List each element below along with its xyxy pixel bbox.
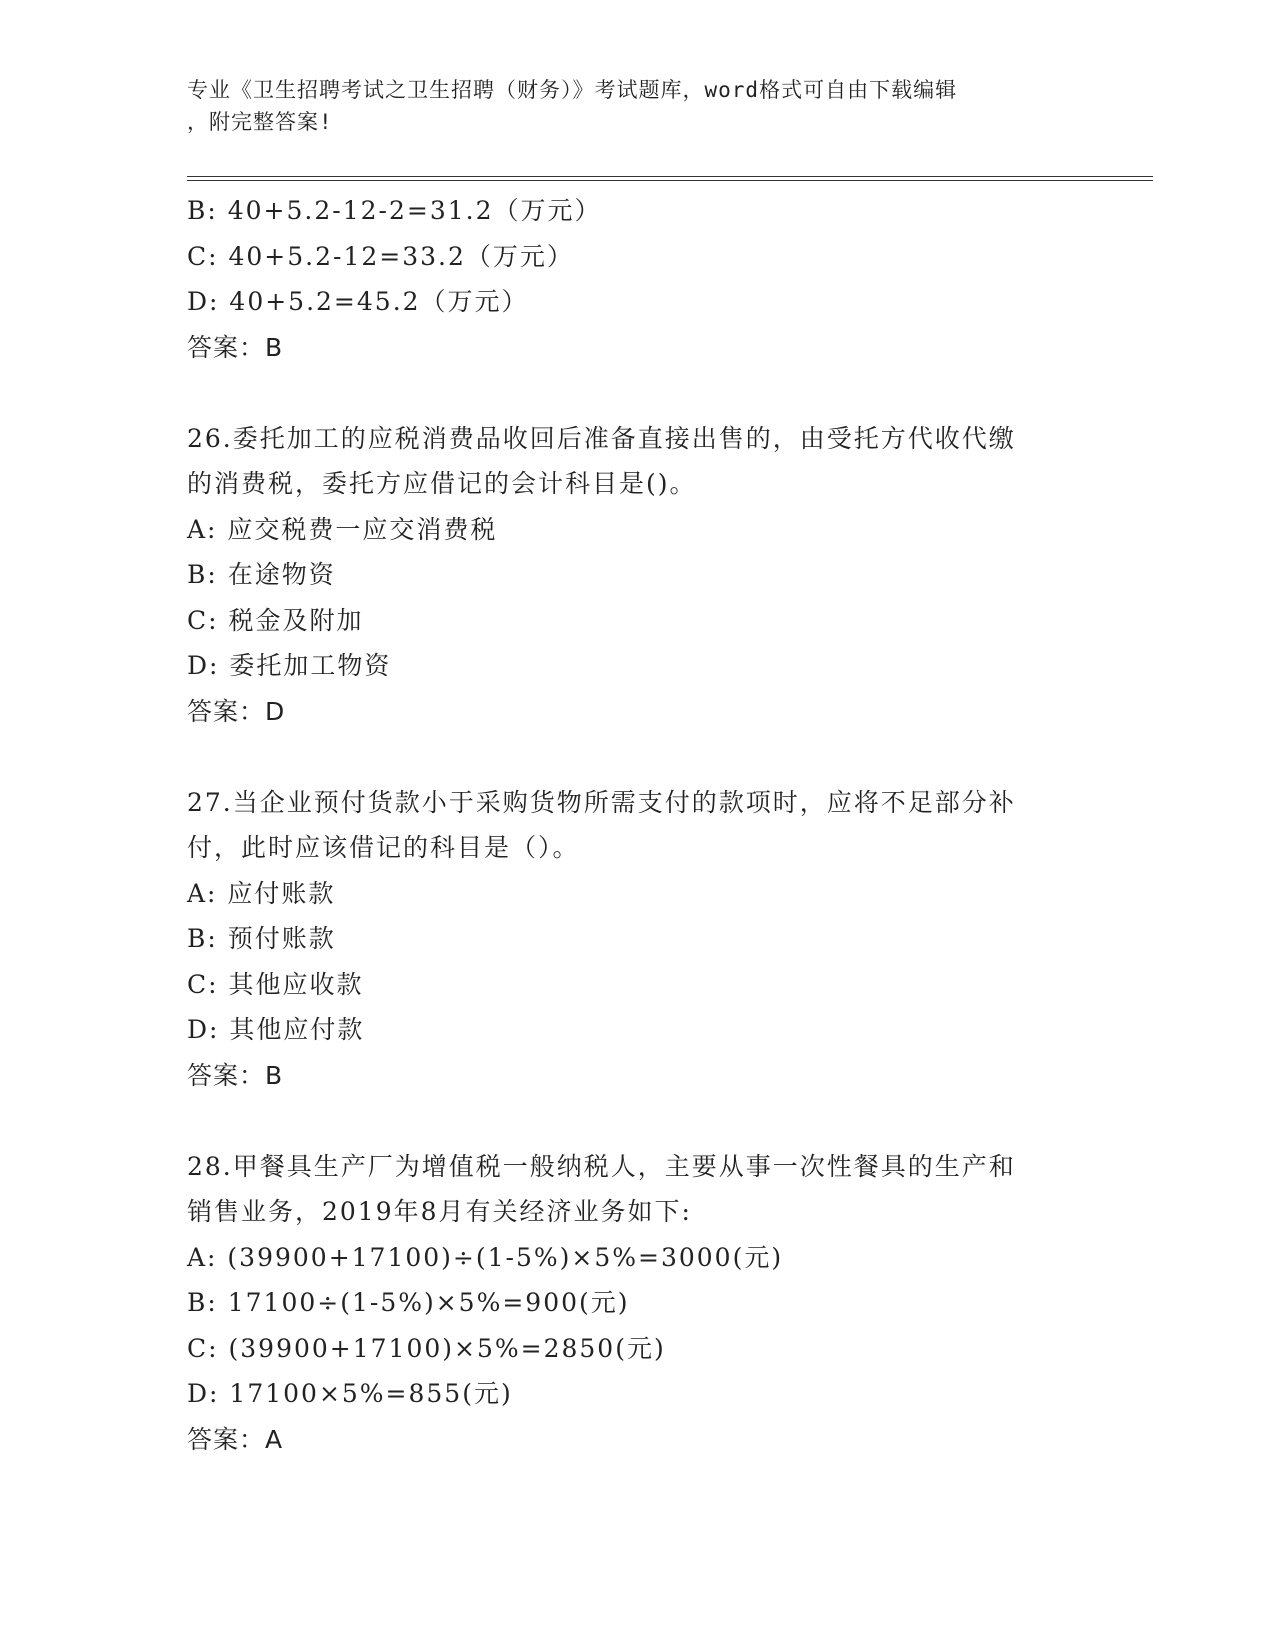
double-rule-divider xyxy=(187,176,1153,181)
question-stem-line: 的消费税，委托方应借记的会计科目是()。 xyxy=(187,469,697,498)
question-content xyxy=(187,188,1087,1462)
spacer xyxy=(187,734,1087,780)
option-b: B: 预付账款 xyxy=(187,924,336,953)
option-d: D: 委托加工物资 xyxy=(187,651,392,680)
previous-question-tail xyxy=(187,188,1087,370)
question-stem-line: 26.委托加工的应税消费品收回后准备直接出售的，由受托方代收代缴 xyxy=(187,423,1016,453)
option-b: B: 40+5.2-12-2=31.2（万元） xyxy=(187,196,602,225)
header-line-2: ，附完整答案! xyxy=(187,110,333,134)
option-b: B: 17100÷(1-5%)×5%=900(元) xyxy=(187,1288,630,1317)
question-stem-line: 28.甲餐具生产厂为增值税一般纳税人，主要从事一次性餐具的生产和 xyxy=(187,1151,1016,1181)
question-27 xyxy=(187,780,1087,1099)
document-header xyxy=(187,74,1067,138)
option-a: A: 应交税费一应交消费税 xyxy=(187,514,498,544)
answer-line: 答案：A xyxy=(187,1424,284,1454)
question-28 xyxy=(187,1144,1087,1463)
answer-line: 答案：D xyxy=(187,696,286,726)
question-26 xyxy=(187,416,1087,735)
answer-line: 答案：B xyxy=(187,332,284,362)
option-c: C: 40+5.2-12=33.2（万元） xyxy=(187,241,574,271)
option-b: B: 在途物资 xyxy=(187,560,336,589)
spacer xyxy=(187,370,1087,416)
question-stem-line: 付，此时应该借记的科目是（）。 xyxy=(187,833,580,862)
question-stem-line: 27.当企业预付货款小于采购货物所需支付的款项时，应将不足部分补 xyxy=(187,787,1016,817)
option-d: D: 17100×5%=855(元) xyxy=(187,1379,513,1408)
option-c: C: 税金及附加 xyxy=(187,605,364,635)
header-line-1: 专业《卫生招聘考试之卫生招聘（财务）》考试题库，word格式可自由下载编辑 xyxy=(187,78,958,102)
option-a: A: (39900+17100)÷(1-5%)×5%=3000(元) xyxy=(187,1242,784,1272)
option-d: D: 40+5.2=45.2（万元） xyxy=(187,287,529,316)
option-d: D: 其他应付款 xyxy=(187,1015,365,1044)
answer-line: 答案：B xyxy=(187,1060,284,1090)
option-a: A: 应付账款 xyxy=(187,878,336,908)
option-c: C: 其他应收款 xyxy=(187,969,364,999)
question-stem-line: 销售业务，2019年8月有关经济业务如下: xyxy=(187,1197,692,1226)
spacer xyxy=(187,1098,1087,1144)
option-c: C: (39900+17100)×5%=2850(元) xyxy=(187,1333,666,1363)
